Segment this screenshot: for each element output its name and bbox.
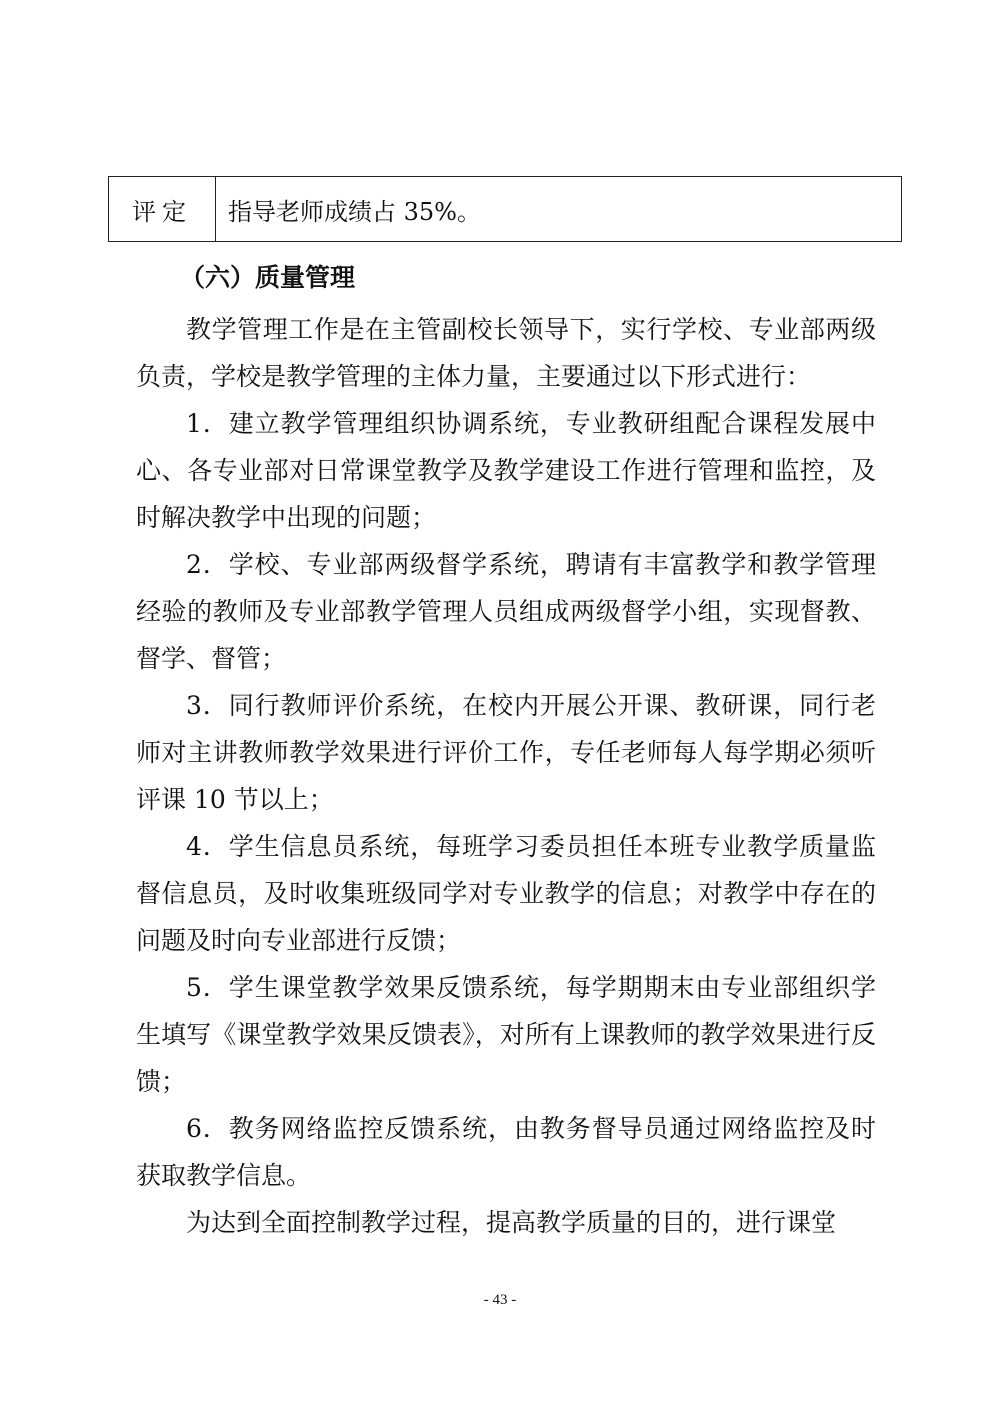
paragraph-item-3: 3．同行教师评价系统，在校内开展公开课、教研课，同行老师对主讲教师教学效果进行评价工作，专任老师每人每学期必须听评课 10 节以上；: [136, 691, 876, 814]
paragraph-item-1: 1．建立教学管理组织协调系统，专业教研组配合课程发展中心、各专业部对日常课堂教学及教学建设工作进行管理和监控，及时解决教学中出现的问题；: [136, 409, 876, 532]
paragraph-closing: 为达到全面控制教学过程，提高教学质量的目的，进行课堂: [186, 1208, 837, 1237]
page-number: - 43 -: [483, 1292, 517, 1308]
paragraph-item-5: 5．学生课堂教学效果反馈系统，每学期期末由专业部组织学生填写《课堂教学效果反馈表》，对所有上课教师的教学效果进行反馈；: [136, 973, 876, 1096]
paragraph-item-2: 2．学校、专业部两级督学系统，聘请有丰富教学和教学管理经验的教师及专业部教学管理人员组成两级督学小组，实现督教、督学、督管；: [136, 550, 876, 673]
section-heading: （六）质量管理: [180, 263, 356, 292]
table-value-cell: 指导老师成绩占 35%。: [216, 177, 902, 242]
table-row: [109, 177, 902, 242]
paragraph-item-4: 4．学生信息员系统，每班学习委员担任本班专业教学质量监督信息员，及时收集班级同学对专业教学的信息；对教学中存在的问题及时向专业部进行反馈；: [136, 832, 876, 955]
table-label-cell: 评定: [109, 177, 216, 242]
evaluation-table: [108, 176, 902, 242]
paragraph-intro: 教学管理工作是在主管副校长领导下，实行学校、专业部两级负责，学校是教学管理的主体力量，主要通过以下形式进行：: [136, 315, 876, 391]
paragraph-item-6: 6．教务网络监控反馈系统，由教务督导员通过网络监控及时获取教学信息。: [136, 1114, 876, 1190]
body-text: [136, 306, 876, 1246]
